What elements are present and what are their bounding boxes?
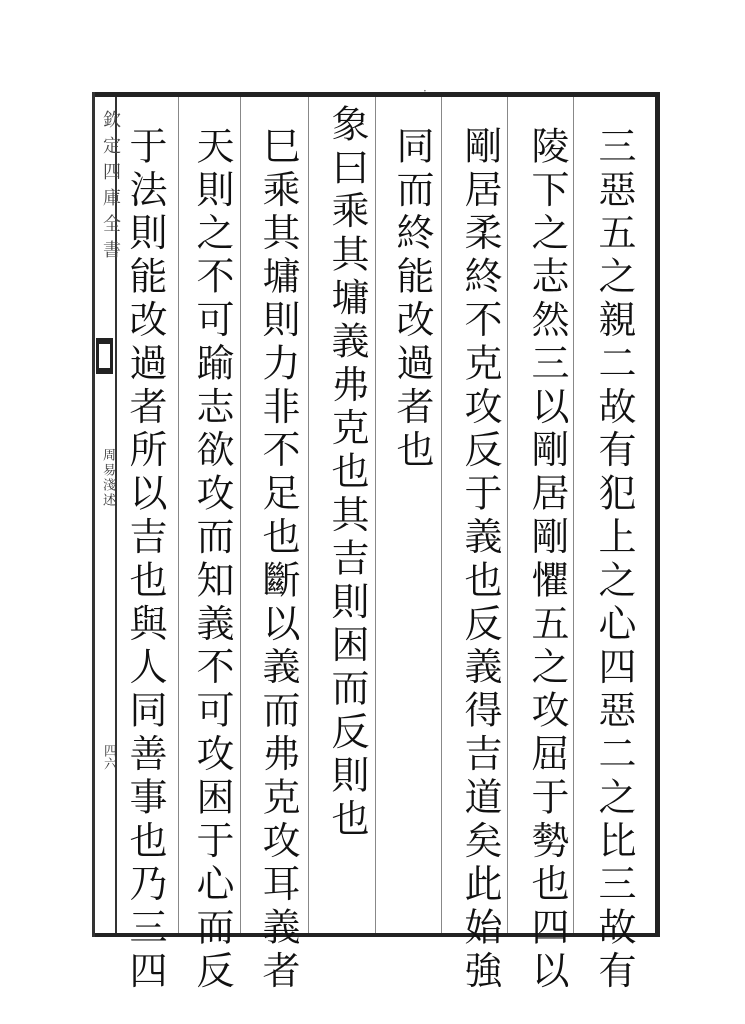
fish-tail-mark	[96, 338, 113, 374]
column-rule	[507, 97, 508, 933]
column-text: 陵下之志然三以剛居剛懼五之攻屈于勢也四以	[525, 126, 569, 994]
text-column-3	[453, 126, 507, 994]
column-rule	[240, 97, 241, 933]
frame-left-border	[92, 92, 95, 937]
spine-page-number: 四六	[101, 744, 116, 770]
column-text: 剛居柔終不克攻反于義也反義得吉道矣此始強	[458, 126, 502, 994]
registration-dot: ·	[423, 84, 427, 98]
text-column-7	[185, 126, 239, 994]
column-text: 于法則能改過者所以吉也與人同善事也乃三四	[123, 126, 167, 994]
column-text: 三惡五之親二故有犯上之心四惡二之比三故有	[592, 126, 636, 994]
spine-subtitle: 周易淺述	[100, 448, 115, 508]
column-text: 同而終能改過者也	[390, 126, 434, 474]
column-rule	[375, 97, 376, 933]
text-column-6	[251, 126, 305, 994]
column-rule	[308, 97, 309, 933]
text-column-1	[587, 126, 641, 994]
text-column-8	[118, 126, 172, 994]
column-rule	[441, 97, 442, 933]
text-column-4	[385, 126, 439, 473]
column-rule	[178, 97, 179, 933]
column-text: 象曰乘其墉義弗克也其吉則困而反則也	[325, 104, 369, 842]
frame-right-border	[655, 92, 660, 937]
text-column-2	[520, 126, 574, 994]
text-column-5	[320, 104, 374, 842]
spine-title: 欽定四庫全書	[100, 110, 121, 266]
column-text: 天則之不可踰志欲攻而知義不可攻困于心而反	[190, 126, 234, 994]
column-text: 巳乘其墉則力非不足也斷以義而弗克攻耳義者	[256, 126, 300, 994]
